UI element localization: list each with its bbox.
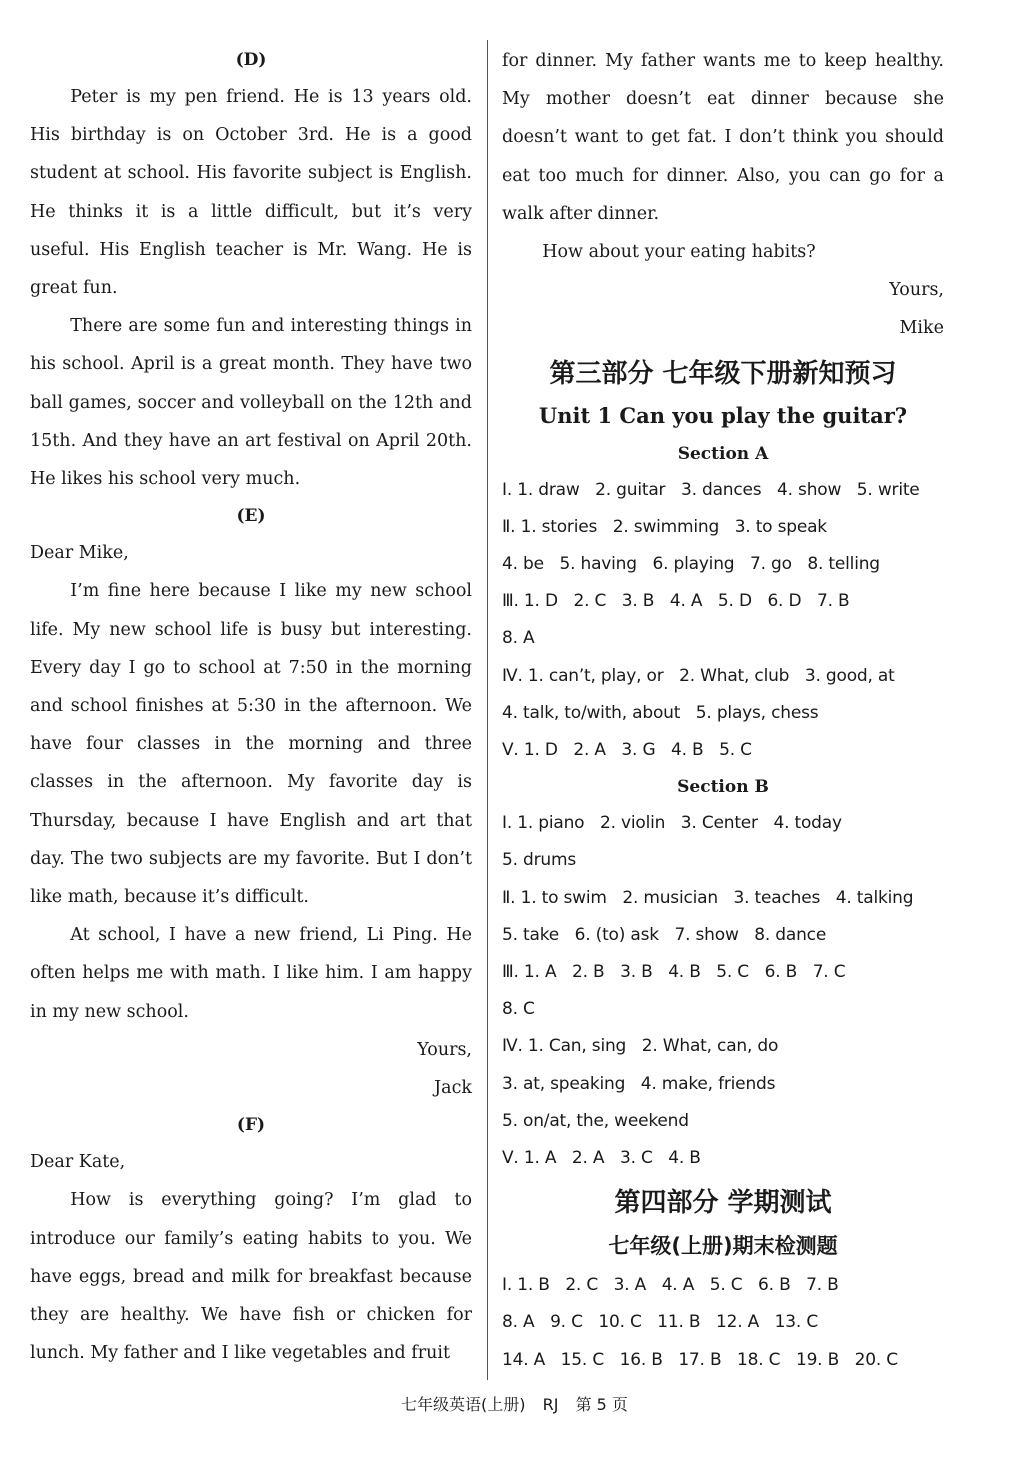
unit-title: Unit 1 Can you play the guitar?: [538, 402, 908, 428]
passage-f-continuation: for dinner. My father wants me to keep healthy. My mother doesn’t eat dinner because she doesn’t want to get fat. I don’t think you should eat too much for dinner. Also, you can go for a walk after dinner.: [502, 51, 944, 224]
answer-line: 8. A 9. C 10. C 11. B 12. A 13. C: [502, 1312, 818, 1333]
passage-f-paragraph-1: How is everything going? I’m glad to introduce our family’s eating habits to you. We have eggs, bread and milk for breakfast because they are healthy. We have fish or chicken for lunch. My father and I like vegetables and fruit: [30, 1190, 472, 1364]
answer-line: 5. drums: [502, 850, 576, 871]
passage-e-signature: Jack: [434, 1078, 472, 1099]
answer-line: Ⅴ. 1. D 2. A 3. G 4. B 5. C: [502, 740, 752, 761]
footer-book-title: 七年级英语(上册): [401, 1395, 526, 1414]
page-footer: [0, 1392, 1029, 1415]
passage-e-label: (E): [236, 506, 266, 527]
answer-line: Ⅳ. 1. can’t, play, or 2. What, club 3. good, at: [502, 665, 895, 686]
passage-d-paragraph-2: There are some fun and interesting things in his school. April is a great month. They have two ball games, soccer and volleyball on the 12th and 15th. And they have an art festival on April 20th. He likes his school very much.: [30, 316, 472, 490]
answer-line: 8. C: [502, 999, 535, 1020]
answer-line: Ⅱ. 1. stories 2. swimming 3. to speak: [502, 516, 827, 537]
answer-line: 5. take 6. (to) ask 7. show 8. dance: [502, 924, 827, 945]
passage-e-paragraph-2: At school, I have a new friend, Li Ping. He often helps me with math. I like him. I am happy in my new school.: [30, 925, 472, 1022]
answer-line: Ⅲ. 1. D 2. C 3. B 4. A 5. D 6. D 7. B: [502, 591, 850, 612]
passage-e-closing: Yours,: [417, 1039, 472, 1060]
column-divider: [487, 40, 488, 1380]
section-b-title: Section B: [677, 777, 769, 798]
answer-line: 8. A: [502, 628, 535, 649]
answer-line: Ⅱ. 1. to swim 2. musician 3. teaches 4. talking: [502, 887, 914, 908]
passage-f-label: (F): [236, 1115, 266, 1136]
passage-f-signature: Mike: [899, 318, 944, 339]
passage-d-label: (D): [235, 50, 267, 70]
answer-line: 4. be 5. having 6. playing 7. go 8. telling: [502, 554, 880, 575]
passage-f-closing: Yours,: [889, 280, 944, 301]
section-a-title: Section A: [677, 443, 769, 464]
answer-line: Ⅰ. 1. B 2. C 3. A 4. A 5. C 6. B 7. B: [502, 1275, 839, 1296]
footer-edition: RJ: [542, 1395, 559, 1414]
answer-line: Ⅳ. 1. Can, sing 2. What, can, do: [502, 1036, 779, 1057]
answer-line: Ⅲ. 1. A 2. B 3. B 4. B 5. C 6. B 7. C: [502, 962, 846, 983]
answer-line: Ⅰ. 1. draw 2. guitar 3. dances 4. show 5. write: [502, 479, 920, 500]
exam-title: 七年级(上册)期末检测题: [608, 1234, 838, 1259]
passage-e-greeting: Dear Mike,: [30, 543, 129, 564]
left-column: [30, 42, 472, 1373]
footer-page-number: 第 5 页: [575, 1395, 628, 1414]
passage-f-greeting: Dear Kate,: [30, 1152, 126, 1173]
answer-line: 14. A 15. C 16. B 17. B 18. C 19. B 20. C: [502, 1349, 898, 1370]
answer-line: Ⅰ. 1. piano 2. violin 3. Center 4. today: [502, 813, 842, 834]
answer-line: 4. talk, to/with, about 5. plays, chess: [502, 702, 819, 723]
passage-f-paragraph-2: How about your eating habits?: [542, 242, 816, 263]
part-three-title: 第三部分 七年级下册新知预习: [549, 358, 897, 389]
answer-line: 3. at, speaking 4. make, friends: [502, 1073, 776, 1094]
answer-line: Ⅴ. 1. A 2. A 3. C 4. B: [502, 1148, 701, 1169]
passage-d-paragraph-1: Peter is my pen friend. He is 13 years old. His birthday is on October 3rd. He is a good student at school. His favorite subject is English. He thinks it is a little difficult, but it’s very useful. His English teacher is Mr. Wang. He is great fun.: [30, 87, 472, 299]
passage-e-paragraph-1: I’m fine here because I like my new school life. My new school life is busy but interesting. Every day I go to school at 7:50 in the morning and school finishes at 5:30 in the afternoon. We have four classes in the morning and three classes in the afternoon. My favorite day is Thursday, because I have English and art that day. The two subjects are my favorite. But I don’t like math, because it’s difficult.: [30, 581, 472, 908]
part-four-title: 第四部分 学期测试: [614, 1188, 832, 1219]
answer-line: 5. on/at, the, weekend: [502, 1110, 689, 1131]
right-column: [502, 42, 944, 1379]
